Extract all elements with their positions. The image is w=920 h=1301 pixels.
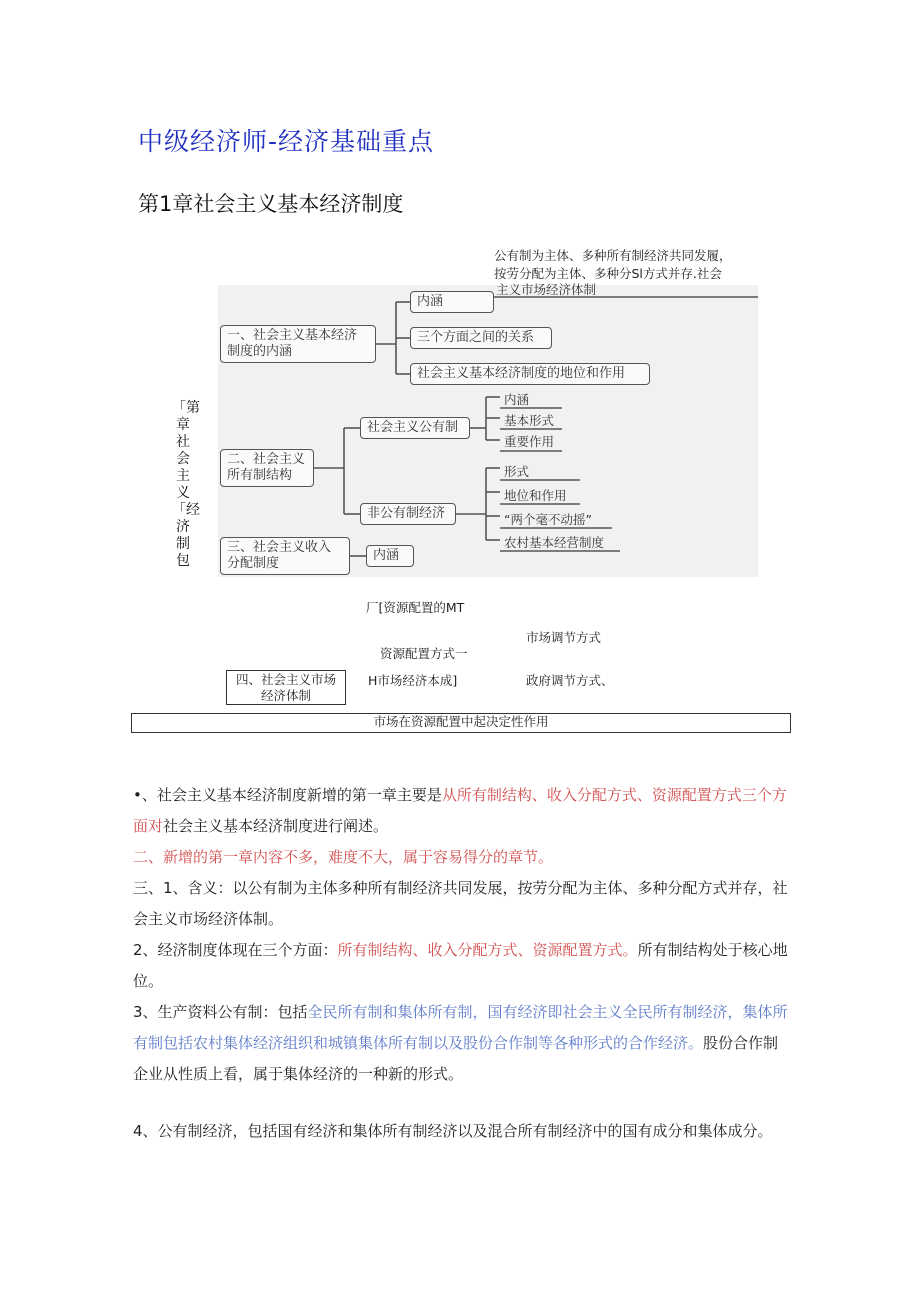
section-2-nonpublic-leaf-1: 形式 [504, 464, 530, 479]
section-2-public-leaf-2: 基本形式 [504, 413, 555, 428]
section-2-box: 二、社会主义所有制结构 [220, 449, 314, 487]
paragraph-4-highlight: 所有制结构、收入分配方式、资源配置方式。 [337, 941, 638, 959]
section-2-non-public-box: 非公有制经济 [360, 503, 456, 525]
section-2-nonpublic-leaf-2: 地位和作用 [504, 488, 567, 503]
section-3-leaf: 内涵 [366, 545, 414, 567]
section-2-nonpublic-leaf-4: 农村基本经营制度 [504, 535, 605, 550]
section-4-box: 四、社会主义市场经济体制 [226, 670, 346, 705]
paragraph-4 [133, 935, 793, 997]
market-adjustment-label: 市场调节方式 [526, 630, 602, 645]
paragraph-2: 二、新增的第一章内容不多，难度不大，属于容易得分的章节。 [133, 848, 554, 866]
diagram-top-note-1: 公有制为主体、多种所有制经济共同发履， [494, 248, 732, 263]
diagram-top-note-2: 按劳分配为主体、多种分Sl方式并存.社会 [494, 266, 722, 281]
resource-allocation-label-1: 厂[资源配置的MT [366, 600, 465, 615]
paragraph-5-highlight: 全民所有制和集体所有制，国有经济即社会主义全民所有制经济，集体所有制包括农村集体经济组织和城镇集体所有制以及股份合作制等各种形式的合作经济。 [133, 1003, 788, 1052]
government-adjustment-label: 政府调节方式、 [526, 673, 614, 688]
paragraph-1 [133, 780, 793, 842]
paragraph-1-lead: •、社会主义基本经济制度新增的第一章主要是 [133, 786, 442, 804]
resource-allocation-label-2: 资源配置方式一 [380, 646, 468, 661]
bottom-bar-market-decisive-role: 市场在资源配置中起决定性作用 [131, 713, 791, 733]
section-1-leaf-status: 社会主义基本经济制度的地位和作用 [410, 363, 650, 385]
chapter-heading: 第1章社会主义基本经济制度 [138, 192, 404, 216]
resource-allocation-label-3: H市场经济本成] [368, 673, 458, 688]
paragraph-3: 三、1、含义：以公有制为主体多种所有制经济共同发展，按劳分配为主体、多种分配方式并存，社会主义市场经济体制。 [133, 879, 788, 928]
paragraph-5-tail: 股份合作制企业从性质上看，属于集体经济的一种新的形式。 [133, 1034, 779, 1083]
section-2-public-leaf-1: 内涵 [504, 392, 530, 407]
chapter-side-label: 「第章社会主义「经济制包 [172, 400, 200, 569]
paragraph-1-tail: 社会主义基本经济制度进行阐述。 [163, 817, 389, 835]
section-2-public-ownership-box: 社会主义公有制 [360, 417, 470, 439]
section-2-nonpublic-leaf-3: “两个毫不动摇” [504, 512, 592, 527]
section-1-box: 一、社会主义基本经济制度的内涵 [220, 325, 376, 363]
diagram-note-line: 主义市场经济体制 [496, 282, 597, 297]
paragraph-5-lead: 3、生产资料公有制：包括 [133, 1003, 308, 1021]
section-2-public-leaf-3: 重要作用 [504, 434, 555, 449]
page-title: 中级经济师-经济基础重点 [138, 127, 435, 156]
section-1-leaf-connotation: 内涵 [410, 291, 494, 313]
section-3-box: 三、社会主义收入分配制度 [220, 537, 350, 575]
paragraph-1-highlight: 从所有制结构、收入分配方式、资源配置方式三个方面对 [133, 786, 787, 835]
paragraph-5 [133, 997, 793, 1090]
paragraph-4-lead: 2、经济制度体现在三个方面： [133, 941, 338, 959]
paragraph-6: 4、公有制经济，包括国有经济和集体所有制经济以及混合所有制经济中的国有成分和集体成分。 [133, 1122, 773, 1140]
paragraph-4-tail: 所有制结构处于核心地位。 [133, 941, 788, 990]
section-1-leaf-relations: 三个方面之间的关系 [410, 327, 552, 349]
